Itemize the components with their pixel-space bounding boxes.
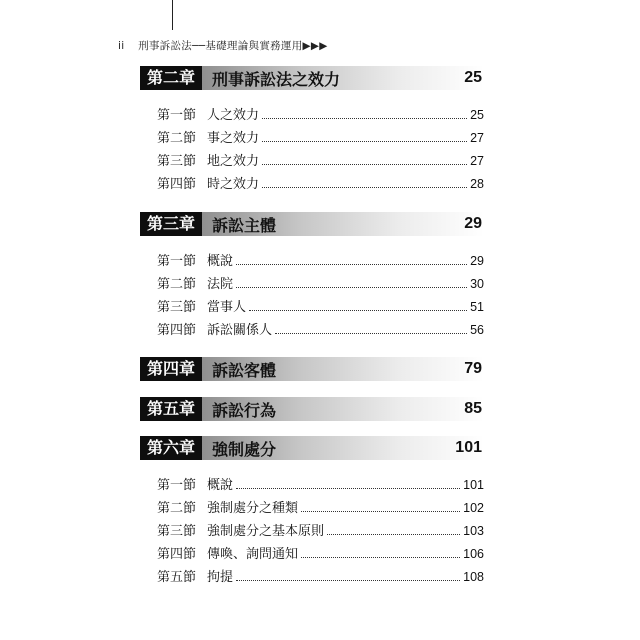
section-title: 概說: [207, 478, 234, 493]
header-running-title: 刑事訴訟法──基礎理論與實務運用▶▶▶: [138, 40, 328, 52]
chapter-title: 強制處分: [212, 439, 277, 459]
toc-section[interactable]: [157, 476, 484, 494]
toc-section[interactable]: [157, 321, 484, 339]
toc-section[interactable]: [157, 568, 484, 586]
section-page: 102: [463, 501, 484, 515]
chapter-label: 第三章: [140, 212, 202, 236]
dot-leader: [262, 107, 467, 119]
chapter-title: 訴訟主體: [212, 215, 277, 235]
section-title: 地之效力: [207, 154, 260, 169]
chapter-heading[interactable]: [140, 212, 484, 236]
section-page: 25: [470, 108, 484, 122]
section-title: 時之效力: [207, 177, 260, 192]
chapter-page: 101: [455, 439, 482, 456]
section-title: 強制處分之種類: [207, 501, 299, 516]
dot-leader: [236, 569, 460, 581]
toc-section[interactable]: [157, 252, 484, 270]
dot-leader: [236, 477, 460, 489]
dot-leader: [249, 299, 467, 311]
chapter-label: 第六章: [140, 436, 202, 460]
section-page: 30: [470, 277, 484, 291]
section-title: 訴訟關係人: [207, 323, 273, 338]
dot-leader: [327, 523, 460, 535]
dot-leader: [275, 322, 467, 334]
section-title: 強制處分之基本原則: [207, 524, 325, 539]
dot-leader: [236, 253, 467, 265]
chapter-title: 刑事訴訟法之效力: [212, 69, 341, 89]
section-page: 56: [470, 323, 484, 337]
section-page: 51: [470, 300, 484, 314]
section-number: 第四節: [157, 323, 197, 338]
section-title: 傳喚、詢問通知: [207, 547, 299, 562]
dot-leader: [236, 276, 467, 288]
chapter-page: 29: [464, 215, 482, 232]
section-number: 第二節: [157, 501, 197, 516]
section-title: 拘提: [207, 570, 234, 585]
dot-leader: [301, 546, 460, 558]
toc-section[interactable]: [157, 522, 484, 540]
toc-section[interactable]: [157, 499, 484, 517]
section-page: 108: [463, 570, 484, 584]
toc-section[interactable]: [157, 129, 484, 147]
running-header: [118, 38, 328, 53]
chapter-heading[interactable]: [140, 436, 484, 460]
header-page-number: ii: [118, 40, 125, 52]
section-number: 第三節: [157, 154, 197, 169]
section-title: 當事人: [207, 300, 247, 315]
section-title: 事之效力: [207, 131, 260, 146]
dot-leader: [262, 176, 467, 188]
chapter-label: 第二章: [140, 66, 202, 90]
section-number: 第一節: [157, 478, 197, 493]
toc-section[interactable]: [157, 275, 484, 293]
section-number: 第三節: [157, 524, 197, 539]
toc-section[interactable]: [157, 545, 484, 563]
section-number: 第一節: [157, 108, 197, 123]
chapter-page: 85: [464, 400, 482, 417]
chapter-title: 訴訟客體: [212, 360, 277, 380]
section-number: 第五節: [157, 570, 197, 585]
chapter-page: 79: [464, 360, 482, 377]
section-number: 第三節: [157, 300, 197, 315]
section-page: 106: [463, 547, 484, 561]
toc-section[interactable]: [157, 106, 484, 124]
chapter-heading[interactable]: [140, 397, 484, 421]
dot-leader: [262, 130, 467, 142]
section-number: 第四節: [157, 177, 197, 192]
toc-section[interactable]: [157, 298, 484, 316]
binding-rule: [172, 0, 173, 30]
section-number: 第二節: [157, 277, 197, 292]
chapter-heading[interactable]: [140, 357, 484, 381]
section-title: 概說: [207, 254, 234, 269]
section-page: 27: [470, 131, 484, 145]
chapter-heading[interactable]: [140, 66, 484, 90]
section-title: 法院: [207, 277, 234, 292]
dot-leader: [262, 153, 467, 165]
section-number: 第二節: [157, 131, 197, 146]
section-page: 28: [470, 177, 484, 191]
section-number: 第四節: [157, 547, 197, 562]
section-number: 第一節: [157, 254, 197, 269]
chapter-label: 第五章: [140, 397, 202, 421]
section-title: 人之效力: [207, 108, 260, 123]
section-page: 27: [470, 154, 484, 168]
section-page: 101: [463, 478, 484, 492]
chapter-page: 25: [464, 69, 482, 86]
chapter-title: 訴訟行為: [212, 400, 277, 420]
dot-leader: [301, 500, 460, 512]
chapter-label: 第四章: [140, 357, 202, 381]
toc-section[interactable]: [157, 175, 484, 193]
toc-section[interactable]: [157, 152, 484, 170]
section-page: 29: [470, 254, 484, 268]
section-page: 103: [463, 524, 484, 538]
